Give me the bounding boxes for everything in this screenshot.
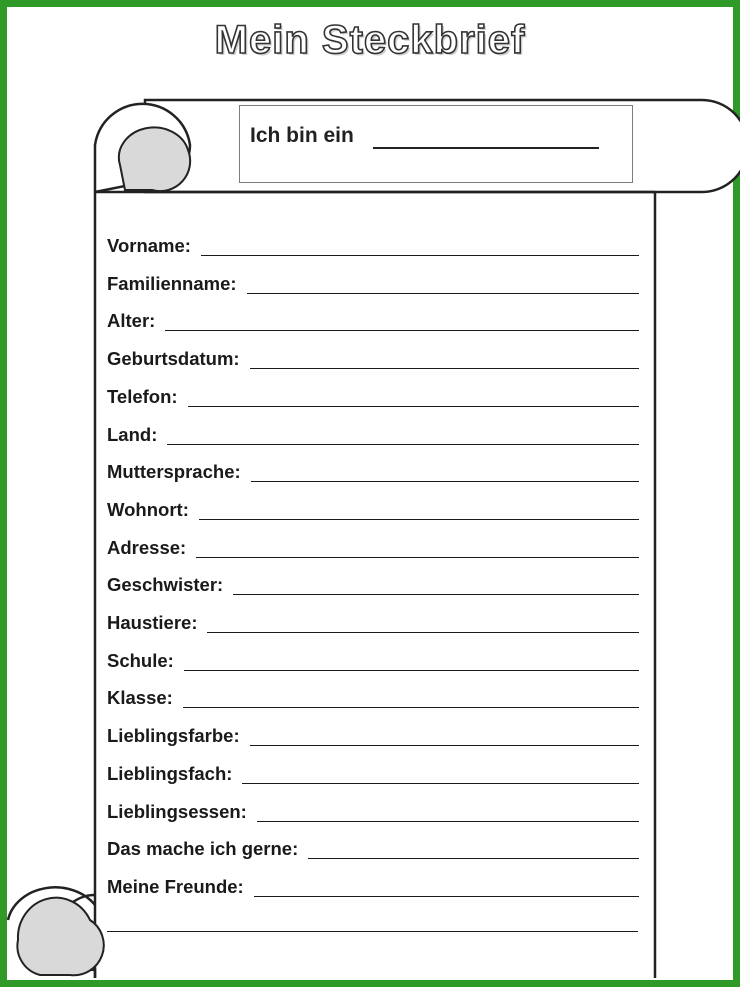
form-field-row [107, 836, 639, 862]
form-field-blank-line[interactable] [199, 519, 639, 520]
form-field-blank-line[interactable] [250, 745, 639, 746]
form-field-row [107, 233, 639, 259]
form-field-blank-line[interactable] [196, 557, 639, 558]
form-field-row [107, 346, 639, 372]
form-field-label: Das mache ich gerne: [107, 838, 299, 860]
form-field-label: Geburtsdatum: [107, 348, 240, 370]
extra-blank-line[interactable] [107, 931, 638, 932]
form-field-blank-line[interactable] [183, 707, 639, 708]
form-field-blank-line[interactable] [257, 821, 639, 822]
form-field-row [107, 610, 639, 636]
form-field-row [107, 874, 639, 900]
form-field-blank-line[interactable] [207, 632, 639, 633]
form-field-label: Land: [107, 423, 158, 445]
form-field-label: Telefon: [107, 385, 178, 407]
form-field-label: Alter: [107, 310, 156, 332]
form-field-label: Lieblingsfarbe: [107, 725, 240, 747]
form-field-label: Haustiere: [107, 612, 198, 633]
identity-banner [239, 105, 633, 183]
form-field-row [107, 535, 639, 561]
form-field-label: Lieblingsfach: [107, 762, 233, 784]
form-field-row [107, 761, 639, 787]
form-field-label: Familienname: [107, 272, 237, 294]
form-field-blank-line[interactable] [184, 670, 639, 671]
form-field-label: Vorname: [107, 235, 191, 256]
form-field-blank-line[interactable] [167, 444, 639, 445]
form-field-row [107, 572, 639, 598]
form-field-row [107, 271, 639, 297]
form-field-blank-line[interactable] [250, 368, 639, 369]
form-field-label: Muttersprache: [107, 461, 241, 483]
form-field-label: Geschwister: [107, 574, 224, 596]
form-field-label: Meine Freunde: [107, 875, 244, 897]
form-field-blank-line[interactable] [247, 293, 639, 294]
form-field-blank-line[interactable] [233, 594, 639, 595]
form-field-row [107, 685, 639, 711]
form-field-blank-line[interactable] [201, 255, 639, 256]
form-field-label: Klasse: [107, 687, 173, 709]
form-field-row [107, 459, 639, 485]
form-field-blank-line[interactable] [188, 406, 639, 407]
page-title: Mein Steckbrief [214, 18, 526, 62]
form-field-row [107, 799, 639, 825]
form-field-row [107, 384, 639, 410]
banner-blank-line[interactable] [373, 147, 599, 149]
form-field-label: Wohnort: [107, 498, 189, 520]
form-field-row [107, 648, 639, 674]
form-field-row [107, 723, 639, 749]
form-field-blank-line[interactable] [165, 330, 639, 331]
form-field-label: Schule: [107, 649, 174, 671]
form-field-blank-line[interactable] [308, 858, 639, 859]
form-field-row [107, 497, 639, 523]
form-field-label: Adresse: [107, 536, 187, 558]
banner-label: Ich bin ein [250, 124, 354, 147]
form-field-row [107, 308, 639, 334]
form-field-row [107, 422, 639, 448]
form-field-label: Lieblingsessen: [107, 800, 247, 822]
form-field-blank-line[interactable] [254, 896, 639, 897]
form-field-blank-line[interactable] [242, 783, 639, 784]
form-field-blank-line[interactable] [251, 481, 639, 482]
